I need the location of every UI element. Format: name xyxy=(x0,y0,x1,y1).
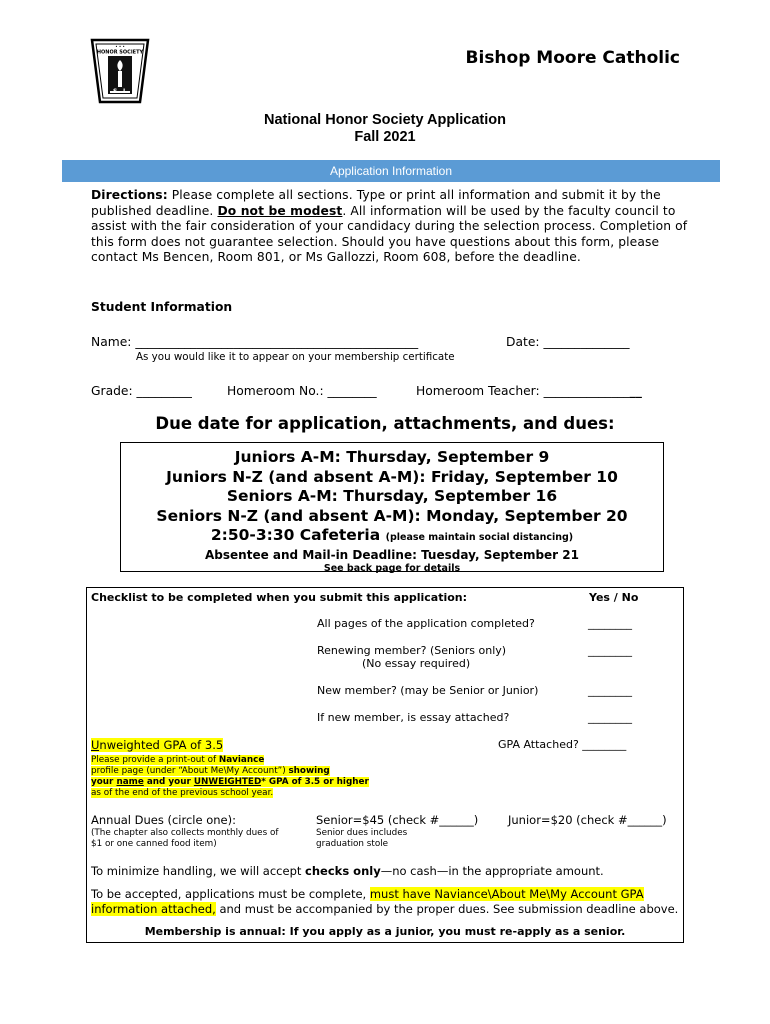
checklist-answer[interactable]: ________ xyxy=(588,644,632,657)
absentee-deadline: Absentee and Mail-in Deadline: Tuesday, September 21 xyxy=(205,547,579,562)
svg-text:L: L xyxy=(123,88,127,95)
due-line: Juniors A-M: Thursday, September 9 xyxy=(234,448,550,466)
due-line: Seniors N-Z (and absent A-M): Monday, September 20 xyxy=(156,506,628,525)
yes-no-header: Yes / No xyxy=(589,591,639,604)
emphasis-text: Do not be modest xyxy=(217,203,343,218)
due-line-location: 2:50-3:30 Cafeteria (please maintain social distancing) xyxy=(210,526,574,544)
gpa-note: Please provide a print-out of Naviance profile page (under “About Me\My Account”) showing your name and your UNWEIGHTED* GPA of 3.5 or higher as of the end of the previous school year. xyxy=(91,755,369,798)
checklist-item: New member? (may be Senior or Junior) xyxy=(317,684,539,697)
checklist-heading: Checklist to be completed when you submit this application: xyxy=(91,591,468,604)
svg-text:HONOR SOCIETY: HONOR SOCIETY xyxy=(96,49,144,56)
student-info-heading: Student Information xyxy=(91,300,233,314)
checklist-answer[interactable]: ________ xyxy=(588,684,632,697)
gpa-requirement: Unweighted GPA of 3.5 xyxy=(91,738,224,752)
due-line: Seniors A-M: Thursday, September 16 xyxy=(226,487,558,505)
handling-note: To minimize handling, we will accept checks only—no cash—in the appropriate amount. xyxy=(91,864,604,878)
checklist-answer[interactable]: ________ xyxy=(588,711,632,724)
gpa-attached-field[interactable]: GPA Attached? ________ xyxy=(498,738,627,751)
section-banner: Application Information xyxy=(62,160,720,182)
school-name: Bishop Moore Catholic xyxy=(465,48,680,68)
directions-paragraph: Directions: Please complete all sections. Type or print all information and submit it by the published deadline. Do not be modest. All information will be used by the faculty council to assist with the fair consideration of your candidacy during the selection process. Completion of this form does not guarantee selection. Should you have questions about this form, please contact Ms Bencen, Room 801, or Ms Gallozzi, Room 608, before the deadline. xyxy=(91,188,688,265)
senior-dues-note: Senior dues includes graduation stole xyxy=(316,828,408,849)
nhs-keystone-logo xyxy=(86,38,154,104)
checklist-item: If new member, is essay attached? xyxy=(317,711,510,724)
see-back-note: See back page for details xyxy=(323,562,461,574)
dues-note: (The chapter also collects monthly dues of $1 or one canned food item) xyxy=(91,828,279,849)
membership-note: Membership is annual: If you apply as a junior, you must re-apply as a senior. xyxy=(144,925,626,938)
teacher-field[interactable]: Homeroom Teacher: ________________ xyxy=(416,384,642,398)
svg-text:• • •: • • • xyxy=(115,44,125,49)
due-date-heading: Due date for application, attachments, and dues: xyxy=(155,414,615,433)
annual-dues-label: Annual Dues (circle one): xyxy=(91,813,236,827)
date-field[interactable]: Date: ______________ xyxy=(506,335,630,349)
form-title: National Honor Society Application xyxy=(264,112,506,128)
due-dates-box xyxy=(120,442,664,572)
checklist-answer[interactable]: ________ xyxy=(588,617,632,630)
acceptance-note: To be accepted, applications must be complete, must have Naviance\About Me\My Account GPA information attached, and must be accompanied by the proper dues. See submission deadline above. xyxy=(91,887,679,916)
checklist-item: All pages of the application completed? xyxy=(317,617,535,630)
due-line: Juniors N-Z (and absent A-M): Friday, September 10 xyxy=(166,467,618,486)
junior-dues-option[interactable]: Junior=$20 (check #______) xyxy=(508,813,667,827)
name-hint: As you would like it to appear on your membership certificate xyxy=(136,351,455,363)
checklist-item-sub: (No essay required) xyxy=(362,657,471,670)
svg-text:S: S xyxy=(113,88,118,95)
checklist-item: Renewing member? (Seniors only) xyxy=(317,644,507,657)
directions-label: Directions: xyxy=(91,188,168,202)
homeroom-field[interactable]: Homeroom No.: ________ xyxy=(227,384,377,398)
form-term: Fall 2021 xyxy=(354,129,416,145)
senior-dues-option[interactable]: Senior=$45 (check #______) xyxy=(316,813,479,827)
name-field[interactable]: Name: ______________________________________________ xyxy=(91,335,419,349)
grade-field[interactable]: Grade: _________ xyxy=(91,384,192,398)
